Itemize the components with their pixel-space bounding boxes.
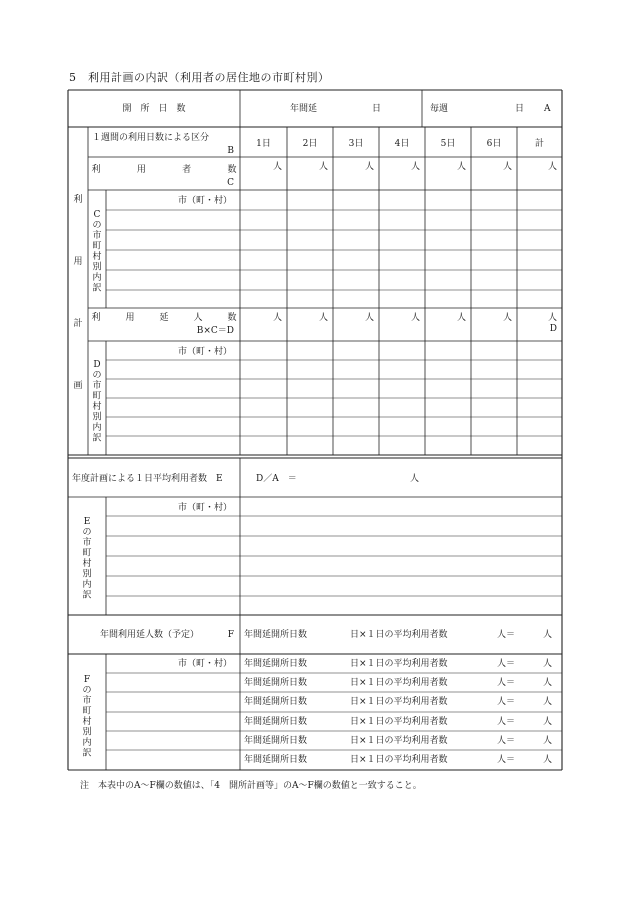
f-breakdown-label: 別 (82, 727, 92, 738)
calc-equals-6: 人＝ (497, 755, 516, 765)
e-breakdown-label: 訳 (82, 590, 92, 601)
day-header-3: 3日 (348, 139, 364, 149)
letter-c: C (227, 178, 234, 188)
calc-unit-2: 人 (542, 678, 552, 688)
e-breakdown-label: E (83, 517, 91, 527)
calc-unit-3: 人 (542, 697, 552, 707)
c-breakdown-label: 市 (92, 231, 102, 241)
total-user-days-label: 延 (159, 313, 169, 323)
bxc-formula: B×C＝D (196, 326, 234, 336)
letter-b: B (227, 146, 234, 156)
municipality-header-c: 市（町・村） (177, 196, 232, 206)
annual-days-prefix: 年間延 (290, 104, 318, 114)
users-count-label: 数 (227, 165, 237, 175)
opening-days-label: 開 所 日 数 (122, 104, 186, 114)
c-breakdown-label: C (93, 210, 101, 220)
calc-daily-average-1: 日×１日の平均利用者数 (350, 659, 448, 669)
person-unit: 人 (502, 162, 512, 172)
calc-daily-average-5: 日×１日の平均利用者数 (350, 736, 448, 746)
person-unit: 人 (502, 313, 512, 323)
annual-user-days-label: 年間利用延人数（予定） (100, 630, 200, 640)
calc-unit-0: 人 (542, 630, 552, 640)
d-breakdown-label: 市 (92, 381, 102, 391)
users-count-label: 者 (182, 165, 192, 175)
calc-unit-5: 人 (542, 736, 552, 746)
municipality-header-d: 市（町・村） (177, 347, 232, 357)
person-unit: 人 (318, 162, 328, 172)
calc-annual-days-3: 年間延開所日数 (244, 697, 308, 707)
municipality-header-f: 市（町・村） (177, 659, 232, 669)
e-breakdown-label: 市 (82, 538, 92, 548)
d-breakdown-label: 訳 (92, 433, 102, 444)
plan-side-label: 画 (73, 381, 83, 391)
d-breakdown-label: 別 (92, 412, 102, 423)
total-user-days-label: 数 (227, 313, 237, 323)
person-unit: 人 (410, 162, 420, 172)
weekly-days-prefix: 毎週 (430, 104, 449, 114)
person-unit: 人 (318, 313, 328, 323)
d-breakdown-label: D (93, 360, 101, 370)
c-breakdown-label: 村 (92, 252, 102, 262)
calc-daily-average-6: 日×１日の平均利用者数 (350, 755, 448, 765)
weekly-days-unit: 日 (515, 104, 525, 114)
d-over-a-formula: D／A ＝ (256, 474, 297, 484)
person-unit: 人 (364, 162, 374, 172)
users-count-label: 用 (136, 165, 146, 175)
person-unit: 人 (547, 313, 557, 323)
weekly-use-days-label: １週間の利用日数による区分 (92, 133, 210, 143)
day-header-4: 4日 (394, 139, 410, 149)
e-breakdown-label: 村 (82, 559, 92, 569)
calc-annual-days-1: 年間延開所日数 (244, 659, 308, 669)
c-breakdown-label: 別 (92, 262, 102, 273)
e-breakdown-label: 内 (82, 580, 92, 590)
f-breakdown-label: 訳 (82, 748, 92, 759)
f-breakdown-label: の (82, 685, 92, 696)
person-unit: 人 (272, 162, 282, 172)
plan-side-label: 利 (73, 195, 83, 205)
calc-daily-average-4: 日×１日の平均利用者数 (350, 717, 448, 727)
calc-equals-2: 人＝ (497, 678, 516, 688)
c-breakdown-label: 内 (92, 273, 102, 283)
day-header-1: 1日 (256, 139, 271, 149)
d-breakdown-label: 村 (92, 402, 102, 412)
day-header-5: 5日 (440, 139, 456, 149)
person-unit: 人 (364, 313, 374, 323)
c-breakdown-label: 町 (92, 241, 102, 252)
e-breakdown-label: の (82, 527, 92, 538)
calc-unit-1: 人 (542, 659, 552, 669)
d-breakdown-label: 内 (92, 423, 102, 433)
daily-average-label: 年度計画による１日平均利用者数 E (72, 474, 223, 484)
calc-equals-3: 人＝ (497, 697, 516, 707)
footnote: 注 本表中のA～F欄の数値は、「4 開所計画等」のA～F欄の数値と一致すること。 (80, 781, 422, 791)
plan-side-label: 用 (73, 257, 83, 267)
calc-annual-days-0: 年間延開所日数 (244, 630, 308, 640)
f-breakdown-label: 町 (82, 706, 92, 717)
calc-annual-days-6: 年間延開所日数 (244, 755, 308, 765)
day-header-6: 6日 (486, 139, 502, 149)
calc-equals-0: 人＝ (497, 630, 516, 640)
day-header-2: 2日 (302, 139, 318, 149)
calc-unit-6: 人 (542, 755, 552, 765)
total-user-days-label: 用 (125, 313, 135, 323)
calc-annual-days-2: 年間延開所日数 (244, 678, 308, 688)
municipality-header-e: 市（町・村） (177, 503, 232, 513)
calc-equals-5: 人＝ (497, 736, 516, 746)
person-unit: 人 (456, 162, 466, 172)
f-breakdown-label: 市 (82, 696, 92, 706)
letter-a: A (544, 104, 551, 114)
calc-unit-4: 人 (542, 717, 552, 727)
calc-annual-days-5: 年間延開所日数 (244, 736, 308, 746)
total-user-days-label: 人 (193, 313, 203, 323)
person-unit: 人 (456, 313, 466, 323)
e-breakdown-label: 町 (82, 548, 92, 559)
c-breakdown-label: の (92, 220, 102, 231)
e-breakdown-label: 別 (82, 569, 92, 580)
person-unit: 人 (410, 313, 420, 323)
letter-d: D (549, 324, 557, 334)
calc-daily-average-0: 日×１日の平均利用者数 (350, 630, 448, 640)
calc-equals-4: 人＝ (497, 717, 516, 727)
calc-equals-1: 人＝ (497, 659, 516, 669)
daily-average-unit: 人 (410, 474, 420, 484)
letter-f: F (227, 630, 234, 640)
person-unit: 人 (547, 162, 557, 172)
d-breakdown-label: の (92, 370, 102, 381)
calc-daily-average-3: 日×１日の平均利用者数 (350, 697, 448, 707)
d-breakdown-label: 町 (92, 391, 102, 402)
plan-side-label: 計 (73, 319, 83, 329)
total-user-days-label: 利 (91, 313, 101, 323)
section-heading: 5 利用計画の内訳（利用者の居住地の市町村別） (69, 71, 330, 84)
calc-annual-days-4: 年間延開所日数 (244, 717, 308, 727)
users-count-label: 利 (91, 165, 101, 175)
person-unit: 人 (272, 313, 282, 323)
calc-daily-average-2: 日×１日の平均利用者数 (350, 678, 448, 688)
day-header-7: 計 (534, 139, 545, 149)
f-breakdown-label: 村 (82, 717, 92, 727)
f-breakdown-label: F (83, 675, 91, 685)
c-breakdown-label: 訳 (92, 283, 102, 294)
f-breakdown-label: 内 (82, 738, 92, 748)
annual-days-unit: 日 (372, 104, 382, 114)
